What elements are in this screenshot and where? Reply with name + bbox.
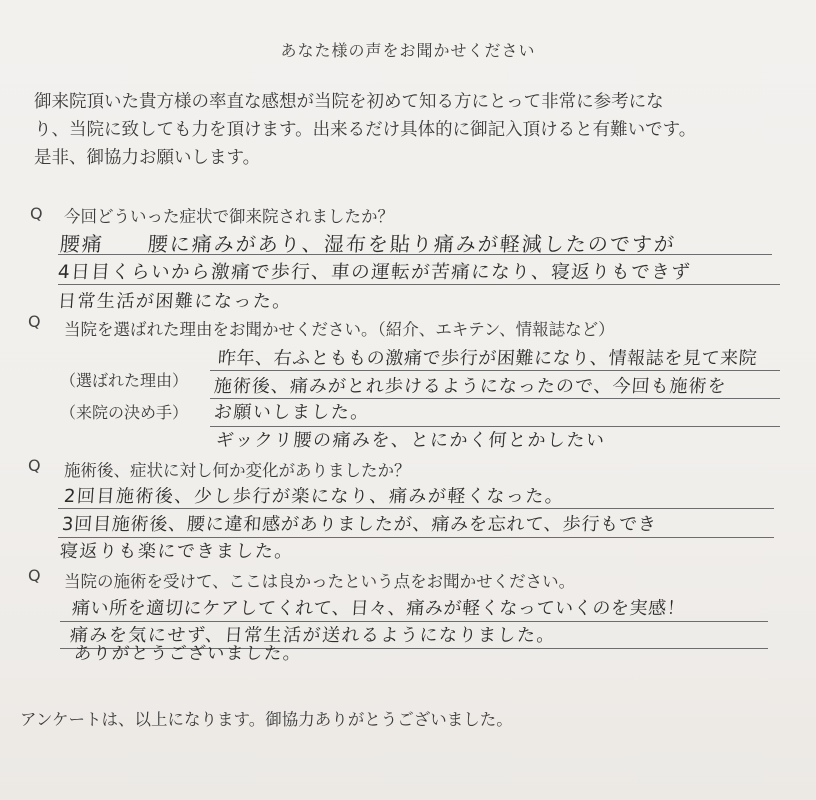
question-marker: Q (30, 204, 43, 223)
handwritten-answer: 痛みを気にせず、日常生活が送れるようになりました。 (69, 625, 557, 646)
question-marker: Q (28, 456, 41, 475)
intro-line: り、当院に致しても力を頂けます。出来るだけ具体的に御記入頂けると有難いです。 (34, 120, 697, 140)
intro-paragraph (34, 88, 794, 172)
question-marker: Q (28, 312, 41, 331)
answer-rule (58, 508, 774, 509)
handwritten-answer: 腰痛 腰に痛みがあり、湿布を貼り痛みが軽減したのですが (59, 232, 677, 256)
closing-text: アンケートは、以上になります。御協力ありがとうございました。 (20, 710, 513, 729)
question-3-text: 施術後、症状に対し何か変化がありましたか？ (64, 461, 411, 480)
handwritten-answer: お願いしました。 (213, 402, 371, 423)
handwritten-answer: 2回目施術後、少し歩行が楽になり、痛みが軽くなった。 (63, 486, 566, 507)
handwritten-answer: 3回目施術後、腰に違和感がありましたが、痛みを忘れて、歩行もでき (61, 514, 658, 535)
question-4-text: 当院の施術を受けて、ここは良かったという点をお聞かせください。 (64, 572, 576, 591)
label-deciding-factor: （来院の決め手） (60, 403, 189, 422)
question-marker: Q (28, 566, 41, 585)
intro-line: 是非、御協力お願いします。 (34, 148, 261, 168)
label-reason: （選ばれた理由） (60, 371, 189, 390)
answer-rule (58, 284, 780, 285)
page-title: あなた様の声をお聞かせください (280, 41, 536, 60)
handwritten-answer: 4日目くらいから激痛で歩行、車の運転が苦痛になり、寝返りもできず (57, 262, 692, 283)
question-1-text: 今回どういった症状で御来院されましたか？ (64, 207, 394, 226)
handwritten-answer: ありがとうございました。 (73, 644, 303, 664)
handwritten-answer: 寝返りも楽にできました。 (59, 541, 295, 562)
handwritten-answer: 施術後、痛みがとれ歩けるようになったので、今回も施術を (213, 376, 728, 397)
answer-rule (210, 370, 780, 371)
answer-rule (58, 254, 772, 255)
intro-line: 御来院頂いた貴方様の率直な感想が当院を初めて知る方にとって非常に参考にな (34, 92, 664, 112)
question-2-text: 当院を選ばれた理由をお聞かせください。（紹介、エキテン、情報誌など） (64, 320, 615, 339)
handwritten-answer: 痛い所を適切にケアしてくれて、日々、痛みが軽くなっていくのを実感！ (71, 598, 687, 619)
handwritten-answer: 昨年、右ふとももの激痛で歩行が困難になり、情報誌を見て来院 (217, 348, 759, 369)
handwritten-answer: 日常生活が困難になった。 (57, 291, 293, 312)
handwritten-answer: ギックリ腰の痛みを、とにかく何とかしたい (215, 430, 607, 451)
